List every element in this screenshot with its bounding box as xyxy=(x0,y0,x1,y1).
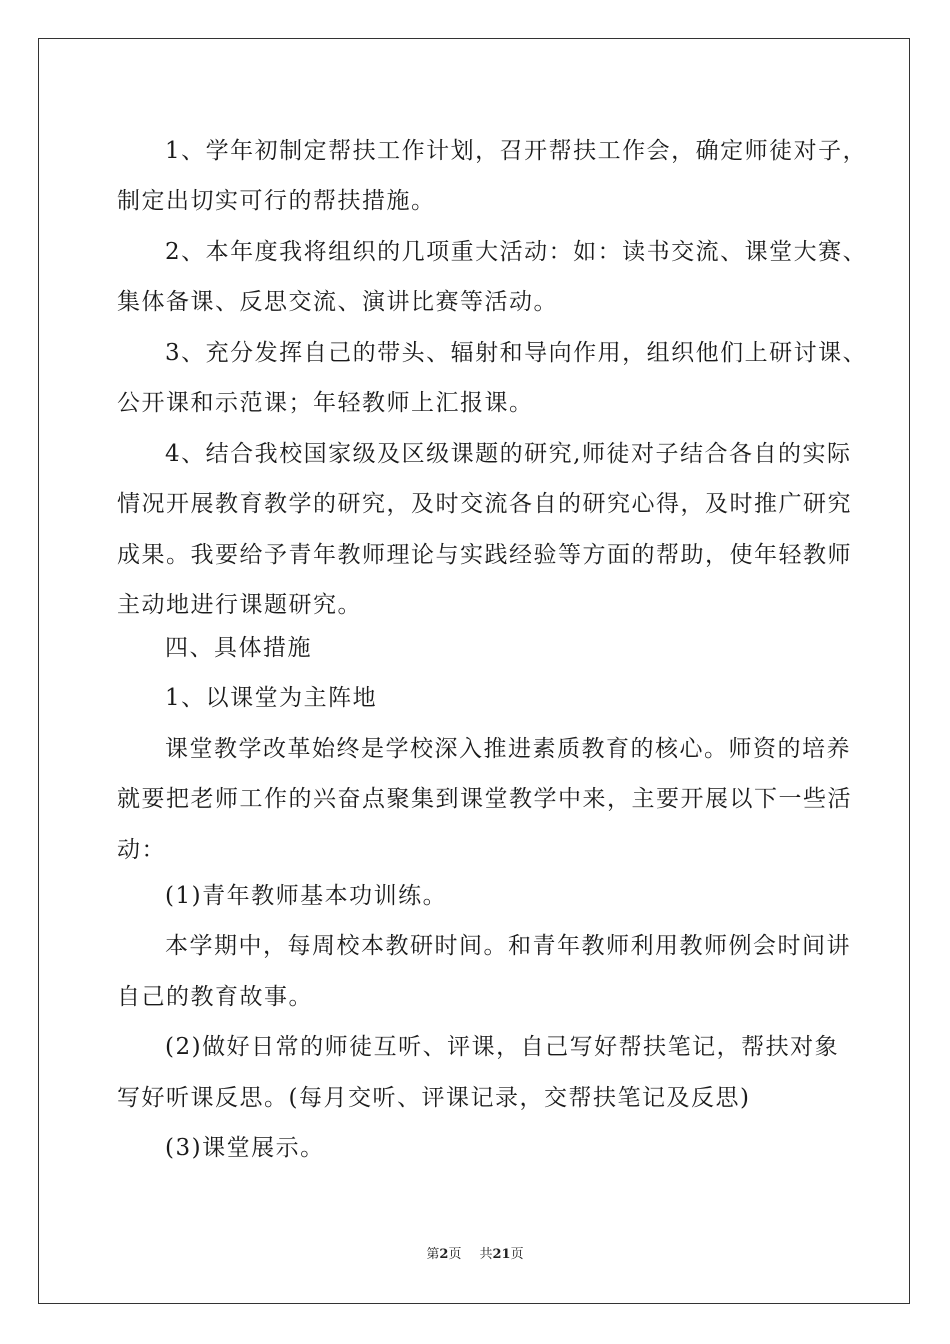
paragraph-line: 动： xyxy=(117,837,166,863)
total-suffix: 页 xyxy=(510,1247,524,1262)
paragraph-line: 就要把老师工作的兴奋点聚集到课堂教学中来，主要开展以下一些活 xyxy=(117,786,852,812)
paragraph-line: 4、结合我校国家级及区级课题的研究,师徒对子结合各自的实际 xyxy=(165,441,852,467)
paragraph-line: 情况开展教育教学的研究，及时交流各自的研究心得，及时推广研究 xyxy=(117,491,852,517)
page-footer xyxy=(0,1246,950,1264)
list-item: (2)做好日常的师徒互听、评课，自己写好帮扶笔记，帮扶对象 xyxy=(165,1034,840,1060)
paragraph-line: 2、本年度我将组织的几项重大活动：如：读书交流、课堂大赛、 xyxy=(165,239,868,265)
paragraph-line: 成果。我要给予青年教师理论与实践经验等方面的帮助，使年轻教师 xyxy=(117,542,852,568)
total-page-count: 21 xyxy=(492,1247,511,1262)
list-item: (3)课堂展示。 xyxy=(165,1135,325,1161)
paragraph-line: 自己的教育故事。 xyxy=(117,984,313,1010)
list-item: (1)青年教师基本功训练。 xyxy=(165,883,448,909)
paragraph-line: 1、学年初制定帮扶工作计划，召开帮扶工作会，确定师徒对子， xyxy=(165,138,868,164)
total-prefix: 共 xyxy=(479,1247,493,1262)
subsection-heading: 1、以课堂为主阵地 xyxy=(165,685,378,711)
page-suffix: 页 xyxy=(448,1247,462,1262)
paragraph-line: 3、充分发挥自己的带头、辐射和导向作用，组织他们上研讨课、 xyxy=(165,340,868,366)
paragraph-line: 制定出切实可行的帮扶措施。 xyxy=(117,188,436,214)
page-border xyxy=(38,38,910,1304)
paragraph-line: 写好听课反思。(每月交听、评课记录，交帮扶笔记及反思) xyxy=(117,1085,751,1111)
section-heading: 四、具体措施 xyxy=(165,635,312,661)
paragraph-line: 集体备课、反思交流、演讲比赛等活动。 xyxy=(117,289,558,315)
paragraph-line: 课堂教学改革始终是学校深入推进素质教育的核心。师资的培养 xyxy=(165,736,851,762)
current-page-number: 2 xyxy=(439,1247,449,1262)
paragraph-line: 主动地进行课题研究。 xyxy=(117,592,362,618)
paragraph-line: 本学期中，每周校本教研时间。和青年教师利用教师例会时间讲 xyxy=(165,933,851,959)
paragraph-line: 公开课和示范课；年轻教师上汇报课。 xyxy=(117,390,534,416)
page-prefix: 第 xyxy=(426,1247,440,1262)
